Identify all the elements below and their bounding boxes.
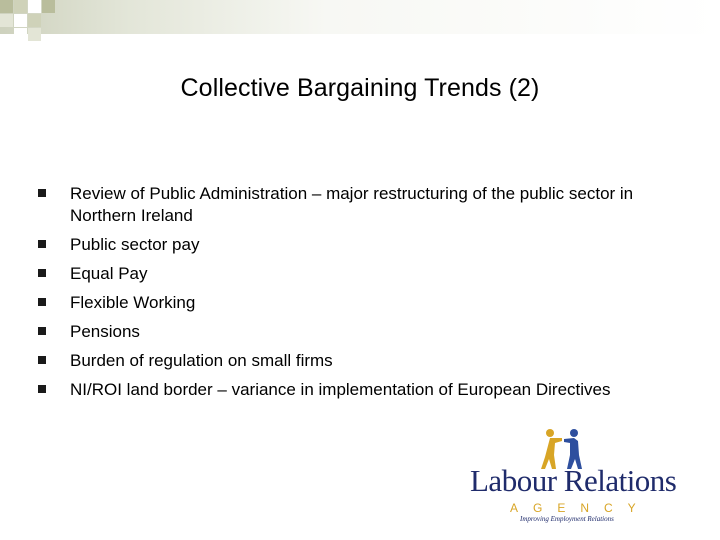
bullet-list bbox=[38, 183, 688, 408]
bullet-text: Burden of regulation on small firms bbox=[70, 351, 333, 370]
bullet-marker bbox=[38, 327, 46, 335]
bullet-item bbox=[38, 379, 688, 401]
slide-title: Collective Bargaining Trends (2) bbox=[180, 74, 540, 102]
bullet-marker bbox=[38, 356, 46, 364]
band-square bbox=[42, 0, 55, 13]
bullet-marker bbox=[38, 385, 46, 393]
top-decorative-band bbox=[0, 0, 720, 46]
logo-agency-text: AGENCY bbox=[510, 501, 651, 515]
bullet-text: Public sector pay bbox=[70, 235, 200, 254]
logo-tagline: Improving Employment Relations bbox=[520, 515, 614, 523]
bullet-item bbox=[38, 292, 688, 314]
band-square bbox=[28, 28, 41, 41]
bullet-item bbox=[38, 183, 688, 227]
logo-brand-name: Labour Relations bbox=[470, 463, 677, 498]
band-square bbox=[14, 28, 27, 41]
bullet-text: Pensions bbox=[70, 322, 140, 341]
bullet-marker bbox=[38, 269, 46, 277]
bullet-text: NI/ROI land border – variance in implementation of European Directives bbox=[70, 380, 611, 399]
band-square bbox=[14, 14, 27, 27]
bullet-marker bbox=[38, 298, 46, 306]
band-square bbox=[0, 0, 13, 13]
bullet-marker bbox=[38, 240, 46, 248]
band-gradient bbox=[0, 0, 720, 34]
band-square bbox=[0, 14, 13, 27]
bullet-text: Equal Pay bbox=[70, 264, 148, 283]
band-square bbox=[14, 0, 27, 13]
bullet-item bbox=[38, 263, 688, 285]
band-square bbox=[28, 14, 41, 27]
bullet-item bbox=[38, 321, 688, 343]
bullet-item bbox=[38, 234, 688, 256]
bullet-text: Review of Public Administration – major restructuring of the public sector in Northern Ireland bbox=[70, 184, 634, 225]
bullet-text: Flexible Working bbox=[70, 293, 196, 312]
bullet-marker bbox=[38, 189, 46, 197]
bullet-item bbox=[38, 350, 688, 372]
labour-relations-agency-logo bbox=[470, 425, 680, 525]
band-square bbox=[28, 0, 41, 13]
